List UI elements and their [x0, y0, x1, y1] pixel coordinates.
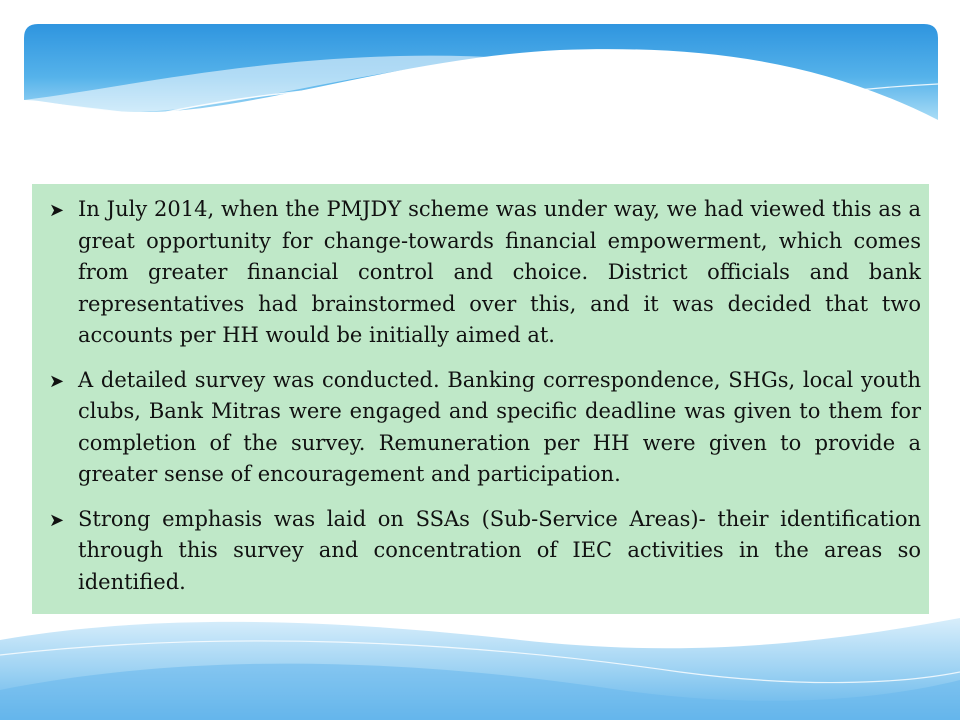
- bullet-text: In July 2014, when the PMJDY scheme was under way, we had viewed this as a great opportunity for change-towards financial empowerment, which comes from greater financial control and choice. District officials and bank representatives had brainstormed over this, and it was decided that two accounts per HH would be initially aimed at.: [78, 197, 921, 347]
- arrow-bullet-icon: ➤: [49, 509, 65, 531]
- footer-wave: [0, 618, 960, 720]
- bullet-item: [46, 504, 921, 599]
- bullet-item: [46, 365, 921, 491]
- bullet-list: [46, 194, 921, 598]
- content-box: [32, 184, 929, 614]
- arrow-bullet-icon: ➤: [49, 200, 65, 221]
- header-wave: [24, 24, 938, 179]
- bullet-text: A detailed survey was conducted. Banking correspondence, SHGs, local youth clubs, Bank Mitras were engaged and specific deadline was given to them for completion of the survey. Remuneration per HH were given to provide a greater sense of encouragement and participation.: [78, 367, 921, 486]
- bullet-text: Strong emphasis was laid on SSAs (Sub-Service Areas)- their identification through this survey and concentration of IEC activities in the areas so identified.: [78, 506, 921, 594]
- arrow-bullet-icon: ➤: [49, 370, 65, 392]
- bullet-item: [46, 194, 921, 352]
